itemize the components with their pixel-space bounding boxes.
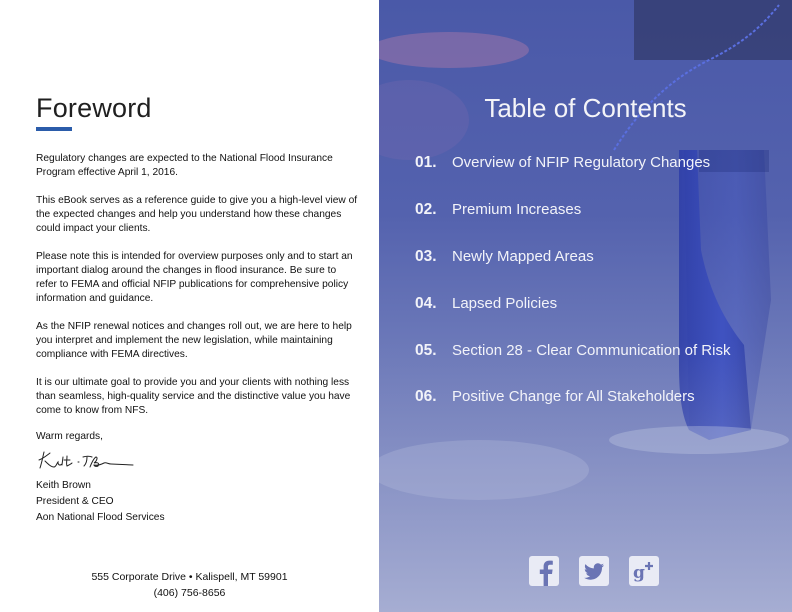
twitter-icon[interactable] <box>579 556 609 586</box>
signature-image <box>36 448 136 474</box>
signer-name: Keith Brown <box>36 480 91 491</box>
toc-item-number: 04. <box>415 295 437 312</box>
table-of-contents-page <box>379 0 792 612</box>
closing-text: Warm regards, <box>36 431 103 442</box>
signer-block <box>36 478 165 526</box>
phone-number: (406) 756-8656 <box>153 587 226 599</box>
facebook-icon[interactable] <box>529 556 559 586</box>
foreword-paragraph-1: Regulatory changes are expected to the National Flood Insurance Program effective April 1, 2016. <box>36 153 333 178</box>
toc-item-label: Lapsed Policies <box>452 295 558 312</box>
signer-organization: Aon National Flood Services <box>36 512 165 523</box>
toc-item[interactable] <box>415 154 710 176</box>
google-plus-icon[interactable] <box>629 556 659 586</box>
address-block <box>0 569 379 601</box>
toc-item-number: 06. <box>415 388 437 405</box>
toc-item-number: 01. <box>415 154 437 171</box>
toc-item-number: 03. <box>415 248 437 265</box>
foreword-paragraph-2: This eBook serves as a reference guide to give you a high-level view of the expected changes and help you understand how these changes could impact your clients. <box>36 195 358 234</box>
toc-item-label: Newly Mapped Areas <box>452 248 594 265</box>
address-line: 555 Corporate Drive • Kalispell, MT 59901 <box>91 571 288 583</box>
toc-item-number: 02. <box>415 201 437 218</box>
foreword-page <box>0 0 379 612</box>
svg-text:g: g <box>633 563 645 583</box>
toc-item[interactable] <box>415 342 730 364</box>
toc-item[interactable] <box>415 388 695 410</box>
toc-title: Table of Contents <box>484 93 687 123</box>
toc-item-number: 05. <box>415 342 437 359</box>
toc-item[interactable] <box>415 201 581 223</box>
toc-item-label: Section 28 - Clear Communication of Risk <box>452 342 731 359</box>
foreword-paragraph-3: Please note this is intended for overview purposes only and to start an important dialog around the changes in flood insurance. Be sure to refer to FEMA and official NFIP publications for comprehensive policy information and guidance. <box>36 251 353 304</box>
title-underline <box>36 127 72 131</box>
foreword-paragraph-5: It is our ultimate goal to provide you and your clients with nothing less than seamless, high-quality service and the distinctive value you have come to know from NFS. <box>36 377 351 416</box>
foreword-body <box>36 152 358 432</box>
foreword-paragraph-4: As the NFIP renewal notices and changes roll out, we are here to help you interpret and implement the new legislation, while maintaining compliance with FEMA directives. <box>36 321 352 360</box>
toc-item-label: Positive Change for All Stakeholders <box>452 388 695 405</box>
toc-item-label: Overview of NFIP Regulatory Changes <box>452 154 711 171</box>
toc-item[interactable] <box>415 295 557 317</box>
foreword-title: Foreword <box>36 93 152 123</box>
toc-item-label: Premium Increases <box>452 201 582 218</box>
signer-title: President & CEO <box>36 496 114 507</box>
toc-item[interactable] <box>415 248 594 270</box>
